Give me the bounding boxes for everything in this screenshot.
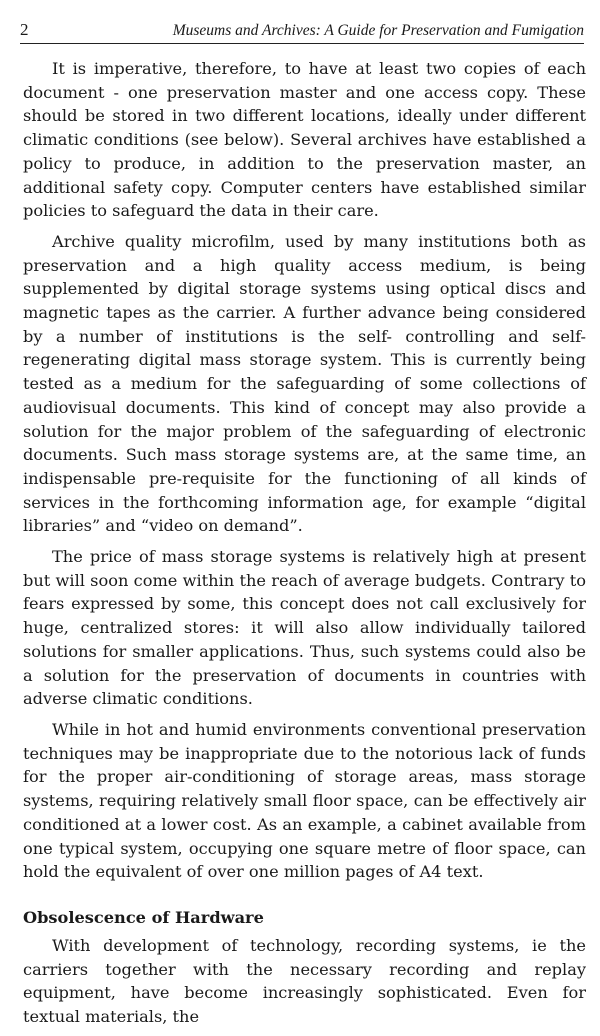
paragraph-copies: It is imperative, therefore, to have at least two copies of each document - one preservation master and one access copy. These should be stored in two different locations, ideally under different climatic conditions (see below). Several archives have established a policy to produce, in addition to the preservation master, an additional safety copy. Computer centers have established similar policies to safeguard the data in their care. <box>23 59 586 221</box>
paragraph-microfilm: Archive quality microfilm, used by many institutions both as preservation and a high quality access medium, is being supplemented by digital storage systems using optical discs and magnetic tapes as the carrier. A further advance being considered by a number of institutions is the self- controlling and self- regenerating digital mass storage system. This is currently being tested as a medium for the safeguarding of some collections of audiovisual documents. This kind of concept may also provide a solution for the major problem of the safeguarding of electronic documents. Such mass storage systems are, at the same time, an indispensable pre-requisite for the functioning of all kinds of services in the forthcoming information age, for example “digital libraries” and “video on demand”. <box>23 231 586 536</box>
running-title: Museums and Archives: A Guide for Preservation and Fumigation <box>172 22 584 39</box>
paragraph-obsolescence: With development of technology, recording systems, ie the carriers together with the necessary recording and replay equipment, have become increasingly sophisticated. Even for textual materials, the <box>23 935 586 1027</box>
paragraph-price: The price of mass storage systems is relatively high at present but will soon come within the reach of average budgets. Contrary to fears expressed by some, this concept does not call exclusively for huge, centralized stores: it will also allow individually tailored solutions for smaller applications. Thus, such systems could also be a solution for the preservation of documents in countries with adverse climatic conditions. <box>23 547 586 709</box>
paragraph-hot-humid: While in hot and humid environments conventional preservation techniques may be inappropriate due to the notorious lack of funds for the proper air-conditioning of storage areas, mass storage systems, requiring relatively small floor space, can be effectively air conditioned at a lower cost. As an example, a cabinet available from one typical system, occupying one square metre of floor space, can hold the equivalent of over one million pages of A4 text. <box>23 719 586 882</box>
section-heading: Obsolescence of Hardware <box>23 907 264 927</box>
body-text <box>23 57 586 1036</box>
page-header <box>20 14 584 44</box>
page-number: 2 <box>20 20 29 39</box>
